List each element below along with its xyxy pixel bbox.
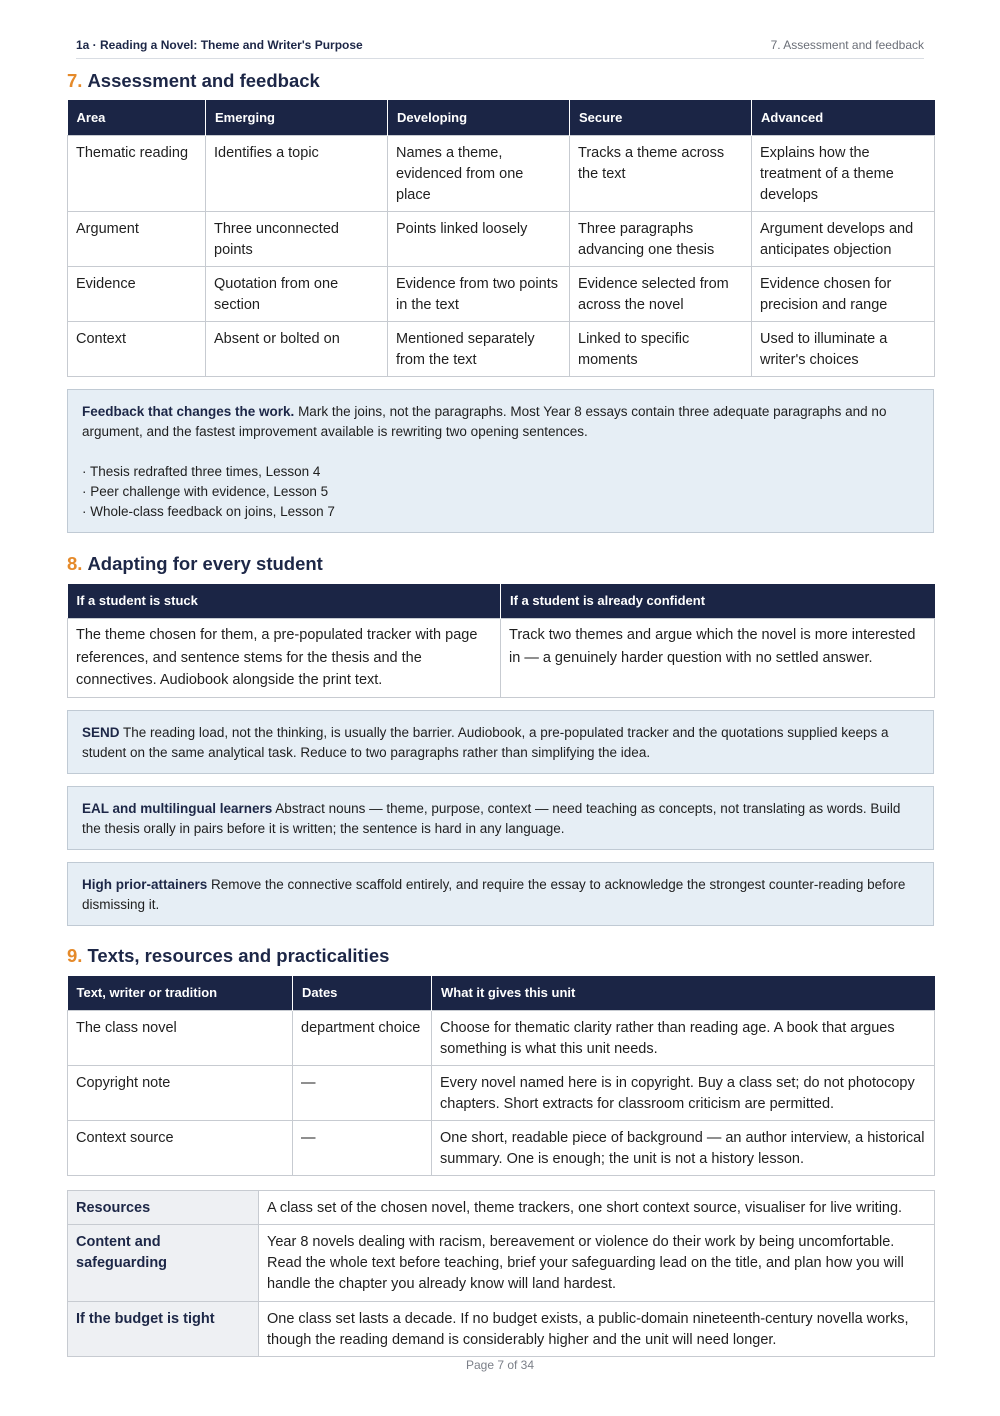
- table-row: [68, 1066, 935, 1121]
- table-cell: Absent or bolted on: [206, 321, 388, 376]
- assessment-table: [67, 100, 935, 377]
- table-cell: Context source: [68, 1121, 293, 1176]
- page-number: Page 7 of 34: [465, 1358, 535, 1372]
- table-row: [68, 1011, 935, 1066]
- table-cell: Thematic reading: [68, 135, 206, 211]
- table-row: [68, 1121, 935, 1176]
- feedback-list: [82, 462, 919, 522]
- column-header: Secure: [570, 100, 752, 135]
- table-header-row: [68, 976, 935, 1011]
- texts-table: [67, 976, 935, 1177]
- table-cell: One class set lasts a decade. If no budget exists, a public-domain nineteenth-century novella works, though the reading demand is considerably higher and the unit will need longer.: [259, 1302, 935, 1357]
- list-item: · Peer challenge with evidence, Lesson 5: [82, 483, 329, 499]
- column-header: Developing: [388, 100, 570, 135]
- section-title-header: 7. Assessment and feedback: [770, 37, 924, 52]
- adapting-table: [67, 584, 935, 698]
- table-cell: —: [293, 1066, 432, 1121]
- table-cell: department choice: [293, 1011, 432, 1066]
- table-row: [68, 619, 935, 698]
- table-cell: Points linked loosely: [388, 211, 570, 266]
- table-row: [68, 211, 935, 266]
- table-cell: —: [293, 1121, 432, 1176]
- table-cell: The theme chosen for them, a pre-populated tracker with page references, and sentence stems for the thesis and the connectives. Audiobook alongside the print text.: [68, 619, 501, 698]
- list-item: · Whole-class feedback on joins, Lesson 7: [82, 503, 335, 519]
- page-content: [67, 68, 934, 1357]
- column-header: Dates: [293, 976, 432, 1011]
- table-cell: Evidence selected from across the novel: [570, 266, 752, 321]
- feedback-text: Feedback that changes the work. Mark the joins, not the paragraphs. Most Year 8 essays contain three adequate paragraphs and no argument, and the fastest improvement available is rewriting two opening sentences.: [82, 403, 887, 439]
- column-header: What it gives this unit: [432, 976, 935, 1011]
- table-header-row: [68, 100, 935, 135]
- section-heading-assessment: 7. Assessment and feedback: [67, 70, 320, 91]
- section-heading-adapting: 8. Adapting for every student: [67, 552, 323, 574]
- table-row: [68, 1225, 935, 1302]
- column-header: Text, writer or tradition: [68, 976, 293, 1011]
- table-cell: Identifies a topic: [206, 135, 388, 211]
- row-label: Resources: [68, 1191, 259, 1225]
- send-callout: SEND The reading load, not the thinking, is usually the barrier. Audiobook, a pre-populated tracker and the quotations supplied keeps a student on the same analytical task. Reduce to two paragraphs rather than simplifying the idea.: [67, 710, 934, 774]
- column-header: If a student is already confident: [501, 584, 935, 619]
- practicalities-table: [67, 1190, 935, 1357]
- table-row: [68, 321, 935, 376]
- table-header-row: [68, 584, 935, 619]
- table-cell: One short, readable piece of background — an author interview, a historical summary. One is enough; the unit is not a history lesson.: [432, 1121, 935, 1176]
- table-cell: A class set of the chosen novel, theme trackers, one short context source, visualiser for live writing.: [259, 1191, 935, 1225]
- table-cell: Tracks a theme across the text: [570, 135, 752, 211]
- running-header: [76, 37, 924, 59]
- column-header: Area: [68, 100, 206, 135]
- table-cell: Names a theme, evidenced from one place: [388, 135, 570, 211]
- column-header: Advanced: [752, 100, 935, 135]
- table-cell: Argument develops and anticipates objection: [752, 211, 935, 266]
- table-cell: Year 8 novels dealing with racism, bereavement or violence do their work by being uncomfortable. Read the whole text before teaching, brief your safeguarding lead on the title, and plan how you will handle the chapter you already know will land hardest.: [259, 1225, 935, 1302]
- table-cell: Linked to specific moments: [570, 321, 752, 376]
- table-row: [68, 135, 935, 211]
- table-cell: Three paragraphs advancing one thesis: [570, 211, 752, 266]
- list-item: · Thesis redrafted three times, Lesson 4: [82, 463, 321, 479]
- table-cell: Choose for thematic clarity rather than reading age. A book that argues something is what this unit needs.: [432, 1011, 935, 1066]
- table-cell: The class novel: [68, 1011, 293, 1066]
- table-cell: Track two themes and argue which the novel is more interested in — a genuinely harder question with no settled answer.: [501, 619, 935, 698]
- table-cell: Mentioned separately from the text: [388, 321, 570, 376]
- table-row: [68, 1302, 935, 1357]
- table-cell: Evidence from two points in the text: [388, 266, 570, 321]
- table-cell: Evidence chosen for precision and range: [752, 266, 935, 321]
- high-attainers-callout: High prior-attainers Remove the connective scaffold entirely, and require the essay to acknowledge the strongest counter-reading before dismissing it.: [67, 862, 934, 926]
- table-cell: Three unconnected points: [206, 211, 388, 266]
- table-cell: Evidence: [68, 266, 206, 321]
- table-cell: Explains how the treatment of a theme develops: [752, 135, 935, 211]
- row-label: If the budget is tight: [68, 1302, 259, 1357]
- eal-callout: EAL and multilingual learners Abstract nouns — theme, purpose, context — need teaching as concepts, not translating as words. Build the thesis orally in pairs before it is written; the sentence is hard in any language.: [67, 786, 934, 850]
- row-label: Content and safeguarding: [68, 1225, 259, 1302]
- table-cell: Quotation from one section: [206, 266, 388, 321]
- table-cell: Every novel named here is in copyright. Buy a class set; do not photocopy chapters. Short extracts for classroom criticism are permitted.: [432, 1066, 935, 1121]
- column-header: If a student is stuck: [68, 584, 501, 619]
- table-row: [68, 266, 935, 321]
- column-header: Emerging: [206, 100, 388, 135]
- section-heading-texts: 9. Texts, resources and practicalities: [67, 944, 390, 966]
- table-cell: Context: [68, 321, 206, 376]
- table-cell: Used to illuminate a writer's choices: [752, 321, 935, 376]
- table-row: [68, 1191, 935, 1225]
- table-cell: Argument: [68, 211, 206, 266]
- unit-title: 1a · Reading a Novel: Theme and Writer's Purpose: [76, 37, 363, 52]
- table-cell: Copyright note: [68, 1066, 293, 1121]
- feedback-callout: [67, 389, 934, 533]
